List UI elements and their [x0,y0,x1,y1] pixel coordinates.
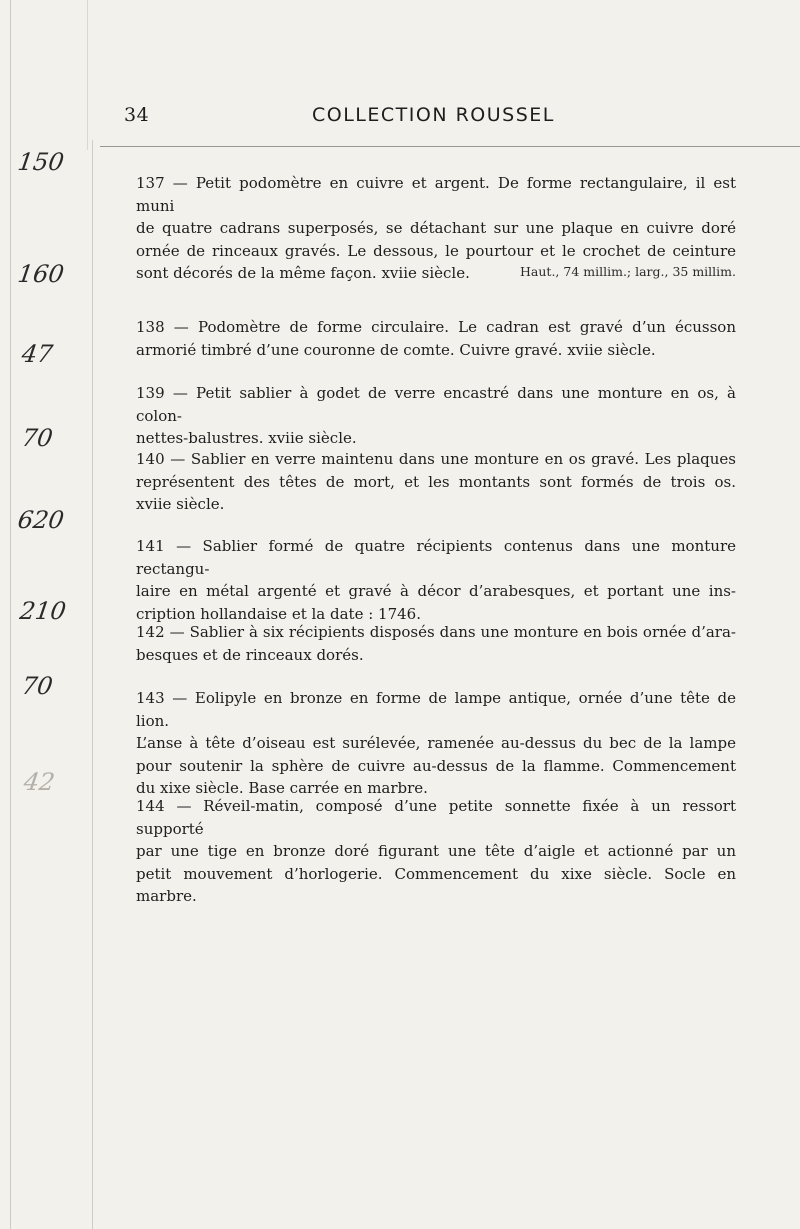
margin-rule [10,0,11,1229]
entry-line: du xixe siècle. Base carrée en marbre. [136,779,428,797]
entry-line: nettes-balustres. xviie siècle. [136,429,357,447]
margin-rule [87,0,88,150]
entry-line: petit mouvement d’horlogerie. Commencement du xixe siècle. Socle en [136,864,736,883]
entry-line: 137 — Petit podomètre en cuivre et argent. De forme rectangulaire, il est muni [136,174,736,215]
entry-dimensions: Haut., 74 millim.; larg., 35 millim. [520,264,736,279]
catalog-entry [136,687,736,800]
entry-line: 143 — Eolipyle en bronze en forme de lampe antique, ornée d’une tête de lion. [136,689,736,730]
entry-line: représentent des têtes de mort, et les montants sont formés de trois os. [136,472,736,491]
entry-line: sont décorés de la même façon. xviie siècle. [136,264,470,282]
margin-rule [92,140,93,1229]
margin-note: 70 [20,424,55,452]
catalog-entry [136,795,736,908]
entry-line: cription hollandaise et la date : 1746. [136,604,421,623]
entry-line: laire en métal argenté et gravé à décor d’arabesques, et portant une ins- [136,582,736,600]
entry-line: 138 — Podomètre de forme circulaire. Le cadran est gravé d’un écusson [136,318,736,336]
catalog-entry [136,448,736,516]
page-number: 34 [124,104,150,126]
margin-note: 47 [20,340,55,368]
margin-note: 210 [18,597,68,625]
entry-line: 139 — Petit sablier à godet de verre encastré dans une monture en os, à colon- [136,384,736,425]
margin-note: 160 [16,260,66,288]
entry-line: 144 — Réveil-matin, composé d’une petite sonnette fixée à un ressort supporté [136,797,736,838]
entry-line: de quatre cadrans superposés, se détachant sur une plaque en cuivre doré [136,219,736,237]
catalog-entry [136,621,736,666]
margin-note: 150 [16,148,66,176]
entry-line: 140 — Sablier en verre maintenu dans une monture en os gravé. Les plaques [136,450,736,468]
header-rule [100,146,800,147]
entry-line: xviie siècle. [136,495,225,513]
catalog-entry [136,316,736,361]
entry-line: par une tige en bronze doré figurant une tête d’aigle et actionné par un [136,842,736,860]
page-header [100,104,800,134]
entry-line: 142 — Sablier à six récipients disposés dans une monture en bois ornée d’ara- [136,623,736,641]
entry-line: pour soutenir la sphère de cuivre au-dessus de la flamme. Commencement [136,756,736,775]
entry-line: 141 — Sablier formé de quatre récipients contenus dans une monture rectangu- [136,537,736,578]
entry-line: marbre. [136,887,197,905]
running-title: COLLECTION ROUSSEL [312,104,555,126]
margin-note: 620 [16,506,66,534]
entry-line: armorié timbré d’une couronne de comte. Cuivre gravé. xviie siècle. [136,340,656,359]
catalog-entry [136,382,736,450]
catalog-entry [136,535,736,625]
entry-line: L’anse à tête d’oiseau est surélevée, ramenée au-dessus du bec de la lampe [136,734,736,752]
entry-line: ornée de rinceaux gravés. Le dessous, le pourtour et le crochet de ceinture [136,241,736,260]
margin-note: 70 [20,672,55,700]
margin-note: 42 [22,768,57,796]
entry-line: besques et de rinceaux dorés. [136,645,364,664]
